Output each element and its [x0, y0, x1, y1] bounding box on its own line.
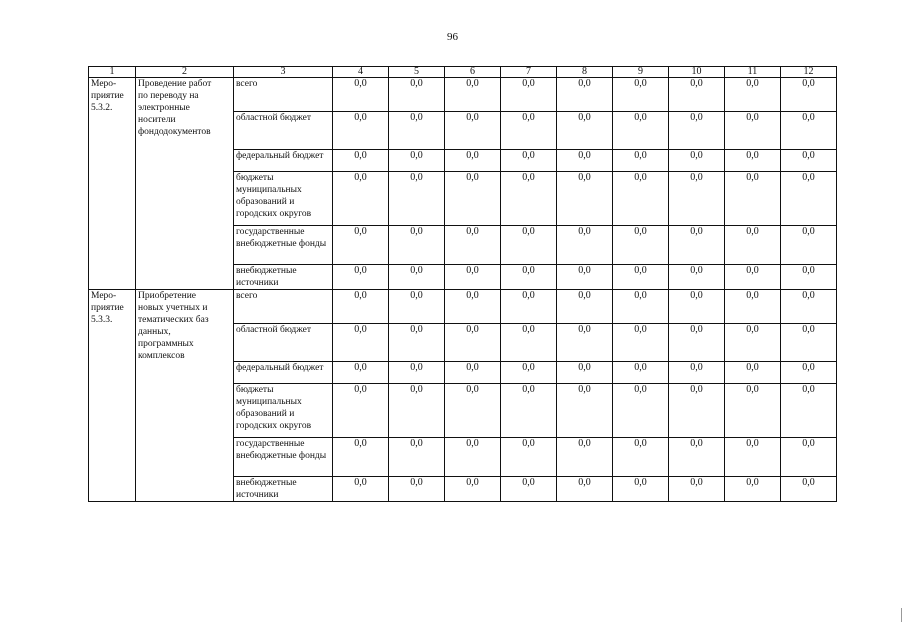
value-cell: 0,0 — [725, 150, 781, 172]
value-cell: 0,0 — [389, 438, 445, 477]
value-cell: 0,0 — [501, 78, 557, 112]
measure-title-line: тематических баз — [138, 315, 209, 325]
value-cell: 0,0 — [725, 290, 781, 324]
value-cell: 0,0 — [669, 324, 725, 362]
value-cell: 0,0 — [333, 112, 389, 150]
column-header-2: 2 — [136, 67, 234, 78]
value-cell: 0,0 — [557, 477, 613, 502]
measure-title-line: электронные — [138, 103, 190, 113]
value-cell: 0,0 — [781, 172, 837, 226]
measure-id-line: приятие — [91, 303, 124, 313]
value-cell: 0,0 — [501, 324, 557, 362]
value-cell: 0,0 — [669, 290, 725, 324]
value-cell: 0,0 — [725, 324, 781, 362]
value-cell: 0,0 — [333, 78, 389, 112]
value-cell: 0,0 — [389, 150, 445, 172]
value-cell: 0,0 — [669, 172, 725, 226]
value-cell: 0,0 — [725, 112, 781, 150]
value-cell: 0,0 — [389, 477, 445, 502]
header-row — [89, 67, 837, 78]
value-cell: 0,0 — [501, 112, 557, 150]
value-cell: 0,0 — [669, 150, 725, 172]
value-cell: 0,0 — [389, 112, 445, 150]
value-cell: 0,0 — [501, 384, 557, 438]
column-header-10: 10 — [669, 67, 725, 78]
value-cell: 0,0 — [613, 172, 669, 226]
value-cell: 0,0 — [669, 384, 725, 438]
value-cell: 0,0 — [445, 290, 501, 324]
value-cell: 0,0 — [389, 324, 445, 362]
measure-id — [89, 290, 136, 502]
value-cell: 0,0 — [445, 226, 501, 265]
measure-title-line: Проведение работ — [138, 79, 212, 89]
value-cell: 0,0 — [725, 477, 781, 502]
value-cell: 0,0 — [501, 172, 557, 226]
value-cell: 0,0 — [389, 384, 445, 438]
value-cell: 0,0 — [669, 226, 725, 265]
value-cell: 0,0 — [613, 362, 669, 384]
value-cell: 0,0 — [333, 477, 389, 502]
measure-id-line: приятие — [91, 91, 124, 101]
column-header-11: 11 — [725, 67, 781, 78]
value-cell: 0,0 — [557, 438, 613, 477]
value-cell: 0,0 — [445, 324, 501, 362]
value-cell: 0,0 — [445, 362, 501, 384]
value-cell: 0,0 — [445, 265, 501, 290]
value-cell: 0,0 — [725, 78, 781, 112]
value-cell: 0,0 — [725, 172, 781, 226]
value-cell: 0,0 — [389, 78, 445, 112]
table-row — [89, 78, 837, 112]
value-cell: 0,0 — [333, 150, 389, 172]
value-cell: 0,0 — [389, 290, 445, 324]
value-cell: 0,0 — [557, 265, 613, 290]
value-cell: 0,0 — [557, 150, 613, 172]
value-cell: 0,0 — [613, 290, 669, 324]
value-cell: 0,0 — [333, 324, 389, 362]
value-cell: 0,0 — [333, 172, 389, 226]
value-cell: 0,0 — [557, 78, 613, 112]
value-cell: 0,0 — [333, 290, 389, 324]
value-cell: 0,0 — [501, 150, 557, 172]
table-body — [89, 78, 837, 502]
column-header-6: 6 — [445, 67, 501, 78]
value-cell: 0,0 — [445, 172, 501, 226]
measure-title — [136, 290, 234, 502]
funding-source: государственные внебюджетные фонды — [234, 438, 333, 477]
value-cell: 0,0 — [557, 226, 613, 265]
value-cell: 0,0 — [613, 226, 669, 265]
value-cell: 0,0 — [613, 78, 669, 112]
value-cell: 0,0 — [613, 265, 669, 290]
value-cell: 0,0 — [781, 290, 837, 324]
page-number: 96 — [447, 31, 458, 43]
value-cell: 0,0 — [781, 477, 837, 502]
value-cell: 0,0 — [501, 438, 557, 477]
measure-title-line: данных, — [138, 327, 171, 337]
measure-title-line: носители — [138, 115, 176, 125]
value-cell: 0,0 — [781, 226, 837, 265]
value-cell: 0,0 — [781, 150, 837, 172]
value-cell: 0,0 — [389, 172, 445, 226]
value-cell: 0,0 — [725, 384, 781, 438]
funding-source: областной бюджет — [234, 112, 333, 150]
column-header-12: 12 — [781, 67, 837, 78]
budget-table — [88, 66, 837, 502]
column-header-3: 3 — [234, 67, 333, 78]
value-cell: 0,0 — [781, 362, 837, 384]
value-cell: 0,0 — [725, 265, 781, 290]
column-header-9: 9 — [613, 67, 669, 78]
value-cell: 0,0 — [781, 324, 837, 362]
value-cell: 0,0 — [557, 324, 613, 362]
value-cell: 0,0 — [333, 362, 389, 384]
value-cell: 0,0 — [613, 438, 669, 477]
value-cell: 0,0 — [557, 112, 613, 150]
value-cell: 0,0 — [333, 438, 389, 477]
funding-source: федеральный бюджет — [234, 150, 333, 172]
value-cell: 0,0 — [725, 362, 781, 384]
value-cell: 0,0 — [781, 438, 837, 477]
value-cell: 0,0 — [389, 226, 445, 265]
value-cell: 0,0 — [669, 78, 725, 112]
scan-mark — [901, 608, 902, 622]
funding-source: внебюджетные источники — [234, 265, 333, 290]
measure-id-line: 5.3.3. — [91, 315, 113, 325]
measure-title — [136, 78, 234, 290]
measure-title-line: фондодокументов — [138, 127, 211, 137]
measure-title-line: Приобретение — [138, 291, 196, 301]
value-cell: 0,0 — [781, 78, 837, 112]
value-cell: 0,0 — [557, 172, 613, 226]
measure-title-line: новых учетных и — [138, 303, 208, 313]
value-cell: 0,0 — [669, 362, 725, 384]
value-cell: 0,0 — [333, 384, 389, 438]
value-cell: 0,0 — [333, 265, 389, 290]
funding-source: всего — [234, 290, 333, 324]
value-cell: 0,0 — [389, 265, 445, 290]
value-cell: 0,0 — [669, 265, 725, 290]
value-cell: 0,0 — [669, 112, 725, 150]
value-cell: 0,0 — [669, 477, 725, 502]
value-cell: 0,0 — [725, 226, 781, 265]
column-header-5: 5 — [389, 67, 445, 78]
funding-source: внебюджетные источники — [234, 477, 333, 502]
value-cell: 0,0 — [501, 226, 557, 265]
column-header-7: 7 — [501, 67, 557, 78]
value-cell: 0,0 — [781, 265, 837, 290]
measure-id-line: Меро- — [91, 291, 117, 301]
value-cell: 0,0 — [613, 324, 669, 362]
value-cell: 0,0 — [445, 438, 501, 477]
measure-title-line: по переводу на — [138, 91, 199, 101]
measure-id-line: Меро- — [91, 79, 117, 89]
value-cell: 0,0 — [725, 438, 781, 477]
column-header-8: 8 — [557, 67, 613, 78]
value-cell: 0,0 — [613, 150, 669, 172]
measure-id-line: 5.3.2. — [91, 103, 113, 113]
value-cell: 0,0 — [389, 362, 445, 384]
column-header-4: 4 — [333, 67, 389, 78]
value-cell: 0,0 — [613, 384, 669, 438]
value-cell: 0,0 — [557, 384, 613, 438]
value-cell: 0,0 — [333, 226, 389, 265]
funding-source: бюджеты муниципальных образований и городских округов — [234, 172, 333, 226]
funding-source: федеральный бюджет — [234, 362, 333, 384]
value-cell: 0,0 — [501, 362, 557, 384]
value-cell: 0,0 — [557, 362, 613, 384]
value-cell: 0,0 — [557, 290, 613, 324]
table-row — [89, 290, 837, 324]
funding-source: бюджеты муниципальных образований и городских округов — [234, 384, 333, 438]
funding-source: государственные внебюджетные фонды — [234, 226, 333, 265]
column-header-1: 1 — [89, 67, 136, 78]
value-cell: 0,0 — [501, 290, 557, 324]
value-cell: 0,0 — [613, 477, 669, 502]
value-cell: 0,0 — [445, 78, 501, 112]
funding-source: всего — [234, 78, 333, 112]
value-cell: 0,0 — [613, 112, 669, 150]
value-cell: 0,0 — [669, 438, 725, 477]
value-cell: 0,0 — [445, 384, 501, 438]
measure-title-line: комплексов — [138, 351, 185, 361]
value-cell: 0,0 — [781, 384, 837, 438]
measure-title-line: программных — [138, 339, 194, 349]
funding-source: областной бюджет — [234, 324, 333, 362]
value-cell: 0,0 — [501, 265, 557, 290]
value-cell: 0,0 — [781, 112, 837, 150]
value-cell: 0,0 — [445, 477, 501, 502]
value-cell: 0,0 — [445, 150, 501, 172]
value-cell: 0,0 — [501, 477, 557, 502]
measure-id — [89, 78, 136, 290]
value-cell: 0,0 — [445, 112, 501, 150]
